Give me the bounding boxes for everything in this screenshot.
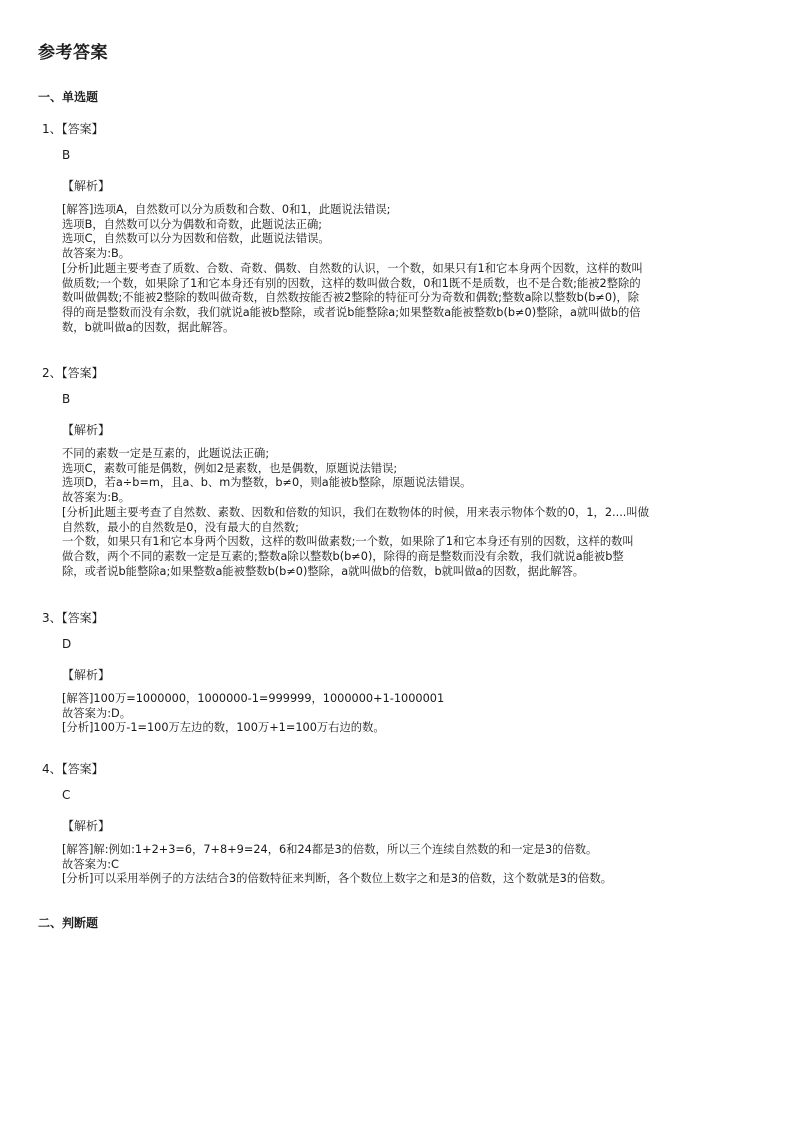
question-3-answer-header: 3、【答案】 [42, 611, 104, 625]
explanation-line: [分析]100万-1=100万左边的数，100万+1=100万右边的数。 [62, 721, 385, 735]
explanation-line: 选项B，自然数可以分为偶数和奇数，此题说法正确; [62, 217, 323, 231]
explanation-line: 选项D，若a÷b=m，且a、b、m为整数，b≠0，则a能被b整除，原题说法错误。 [62, 476, 472, 490]
explanation-line: 除，或者说b能整除a;如果整数a能被整数b(b≠0)整除，a就叫做b的倍数，b就叫做a的因数，据此解答。 [62, 564, 585, 578]
explanation-line: 一个数，如果只有1和它本身两个因数，这样的数叫做素数;一个数，如果除了1和它本身还有别的因数，这样的数叫 [62, 535, 634, 549]
question-1-answer: B [62, 148, 71, 162]
explanation-line: 做质数;一个数，如果除了1和它本身还有别的因数，这样的数叫做合数，0和1既不是质数，也不是合数;能被2整除的 [62, 276, 641, 290]
explanation-line: 选项C，素数可能是偶数，例如2是素数，也是偶数，原题说法错误; [62, 461, 398, 475]
question-2-explanation [62, 447, 702, 579]
section-heading-single-choice: 一、单选题 [38, 90, 99, 104]
explanation-line: 数，b就叫做a的因数，据此解答。 [62, 320, 235, 334]
page-title: 参考答案 [38, 43, 108, 63]
explanation-line: [分析]可以采用举例子的方法结合3的倍数特征来判断，各个数位上数字之和是3的倍数，这个数就是3的倍数。 [62, 872, 613, 886]
question-4-analysis-label: 【解析】 [62, 819, 111, 833]
section-heading-true-false: 二、判断题 [38, 916, 99, 930]
explanation-line: [解答]解:例如:1+2+3=6，7+8+9=24，6和24都是3的倍数，所以三个连续自然数的和一定是3的倍数。 [62, 843, 598, 856]
explanation-line: 故答案为:D。 [62, 706, 131, 720]
question-2-analysis-label: 【解析】 [62, 423, 111, 437]
explanation-line: 故答案为:B。 [62, 491, 131, 505]
explanation-line: [分析]此题主要考查了质数、合数、奇数、偶数、自然数的认识，一个数，如果只有1和它本身两个因数，这样的数叫 [62, 261, 643, 275]
question-1-explanation [62, 203, 702, 335]
question-3-answer: D [62, 637, 72, 651]
explanation-line: 选项C，自然数可以分为因数和倍数，此题说法错误。 [62, 232, 330, 246]
explanation-line: 不同的素数一定是互素的，此题说法正确; [62, 447, 270, 460]
question-1-answer-header: 1、【答案】 [42, 122, 104, 136]
explanation-line: 故答案为:C [62, 857, 119, 871]
question-2-answer-header: 2、【答案】 [42, 366, 104, 380]
explanation-line: 做合数，两个不同的素数一定是互素的;整数a除以整数b(b≠0)，除得的商是整数而没有余数，我们就说a能被b整 [62, 549, 624, 563]
question-3-analysis-label: 【解析】 [62, 668, 111, 682]
explanation-line: 自然数，最小的自然数是0，没有最大的自然数; [62, 520, 299, 534]
explanation-line: 故答案为:B。 [62, 247, 131, 261]
explanation-line: 得的商是整数而没有余数，我们就说a能被b整除，或者说b能整除a;如果整数a能被整数b(b≠0)整除，a就叫做b的倍 [62, 305, 641, 319]
question-4-answer: C [62, 788, 71, 802]
question-1-analysis-label: 【解析】 [62, 179, 111, 193]
explanation-line: 数叫做偶数;不能被2整除的数叫做奇数，自然数按能否被2整除的特征可分为奇数和偶数;整数a除以整数b(b≠0)，除 [62, 291, 640, 305]
explanation-line: [分析]此题主要考查了自然数、素数、因数和倍数的知识，我们在数物体的时候，用来表示物体个数的0，1，2....叫做 [62, 505, 649, 519]
question-4-explanation [62, 843, 702, 887]
question-2-answer: B [62, 392, 71, 406]
explanation-line: [解答]选项A，自然数可以分为质数和合数、0和1，此题说法错误; [62, 203, 391, 216]
explanation-line: [解答]100万=1000000，1000000-1=999999，1000000+1-1000001 [62, 692, 445, 705]
question-4-answer-header: 4、【答案】 [42, 762, 104, 776]
question-3-explanation [62, 692, 702, 736]
